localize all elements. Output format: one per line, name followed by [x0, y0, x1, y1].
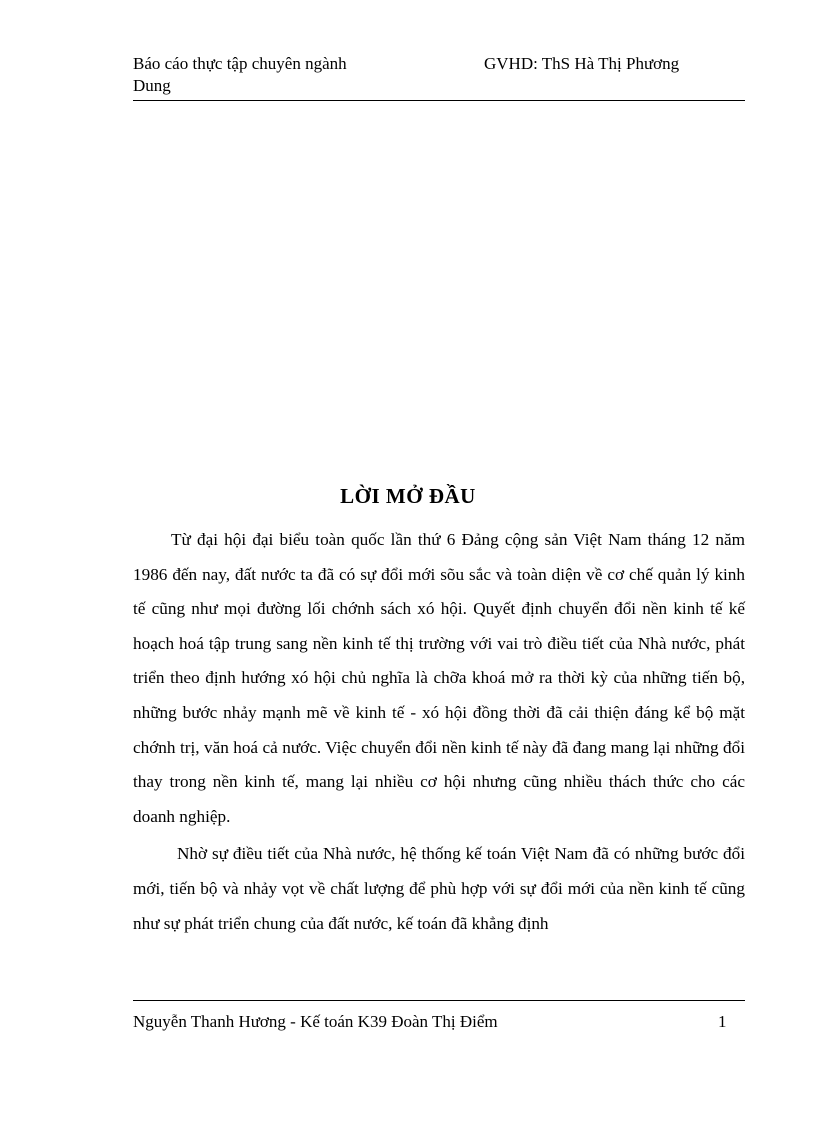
page-title: LỜI MỞ ĐẦU [340, 484, 476, 508]
page-number: 1 [718, 1012, 727, 1031]
paragraph-2: Nhờ sự điều tiết của Nhà nước, hệ thống kế toán Việt Nam đã có những bước đổi mới, tiến bộ và nhảy vọt về chất lượng để phù hợp với sự đổi mới của nền kinh tế cũng như sự phát triển chung của đất nước, kế toán đã khẳng định [133, 844, 745, 933]
header-report-subtitle: Dung [133, 76, 171, 95]
header-left [133, 53, 347, 97]
header-divider [133, 100, 745, 101]
body-text [133, 523, 745, 941]
footer-divider [133, 1000, 745, 1001]
header-supervisor: GVHD: ThS Hà Thị Phương [484, 54, 680, 73]
footer-author: Nguyễn Thanh Hương - Kế toán K39 Đoàn Thị Điểm [133, 1012, 498, 1031]
paragraph-1: Từ đại hội đại biểu toàn quốc lần thứ 6 Đảng cộng sản Việt Nam tháng 12 năm 1986 đến nay, đất nước ta đã có sự đổi mới sõu sắc và toàn diện về cơ chế quản lý kinh tế cũng như mọi đường lối chớnh sách xó hội. Quyết định chuyển đổi nền kinh tế kế hoạch hoá tập trung sang nền kinh tế thị trường với vai trò điều tiết của Nhà nước, phát triển theo định hướng xó hội chủ nghĩa là chỡa khoá mở ra thời kỳ của những tiến bộ, những bước nhảy mạnh mẽ về kinh tế - xó hội đồng thời đã cải thiện đáng kể bộ mặt chớnh trị, văn hoá cả nước. Việc chuyển đổi nền kinh tế này đã đang mang lại những đổi thay trong nền kinh tế, mang lại nhiều cơ hội nhưng cũng nhiều thách thức cho các doanh nghiệp. [133, 530, 745, 826]
header-report-title: Báo cáo thực tập chuyên ngành [133, 54, 347, 73]
